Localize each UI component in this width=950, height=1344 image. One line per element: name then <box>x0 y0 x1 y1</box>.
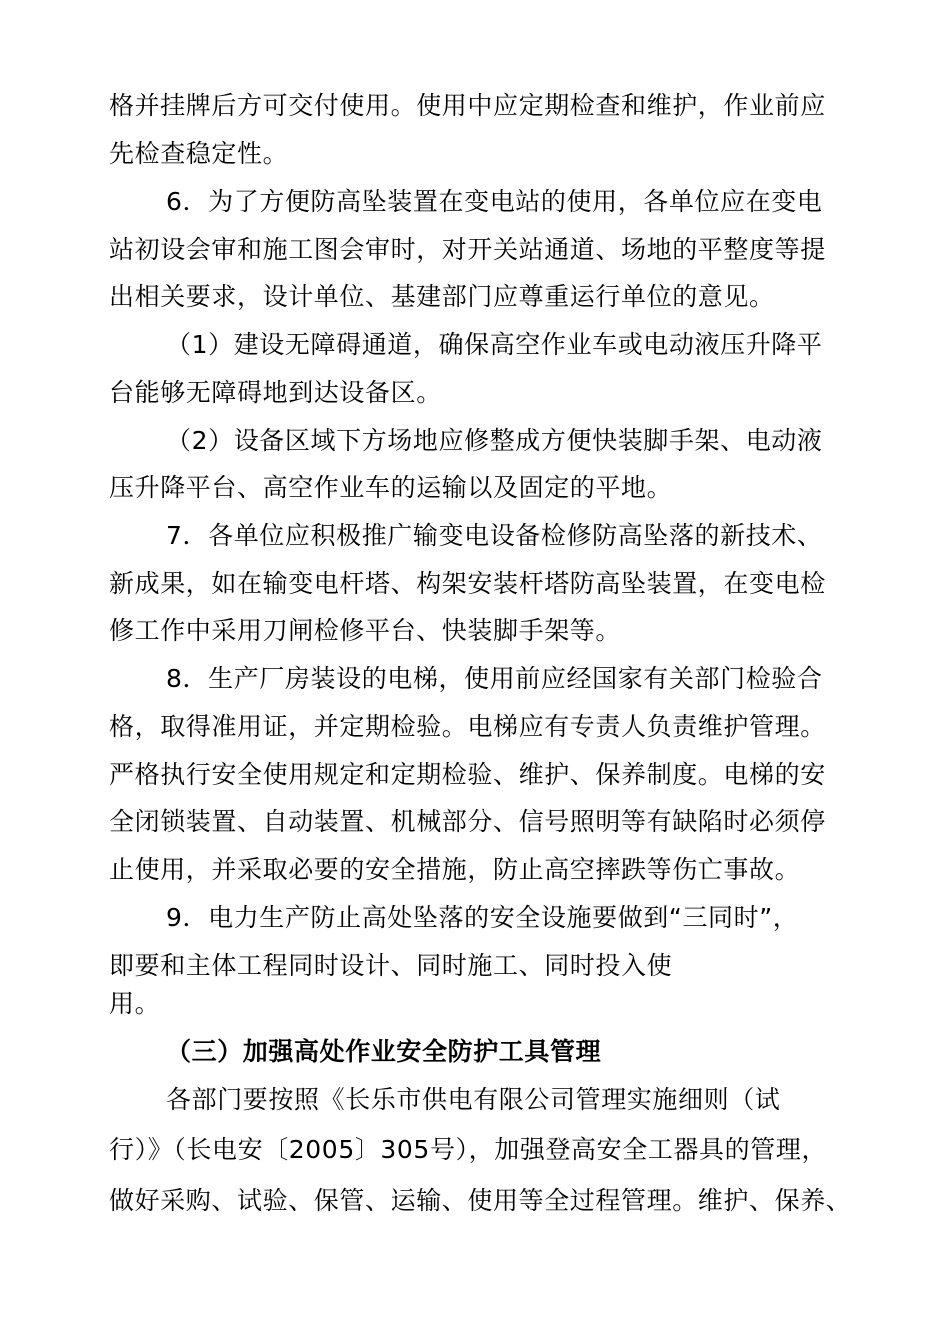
text-line: 做好采购、试验、保管、运输、使用等全过程管理。维护、保养、 <box>109 1186 852 1215</box>
text-line: （2）设备区域下方场地应修整成方便快装脚手架、电动液 <box>166 426 823 455</box>
text-line: 各部门要按照《长乐市供电有限公司管理实施细则（试 <box>166 1085 781 1114</box>
text-line: 新成果，如在输变电杆塔、构架安装杆塔防高坠装置，在变电检 <box>109 569 826 598</box>
text-line: 7．各单位应积极推广输变电设备检修防高坠落的新技术、 <box>166 521 823 550</box>
text-line: 即要和主体工程同时设计、同时施工、同时投入使 <box>109 951 673 980</box>
text-line: 6．为了方便防高坠装置在变电站的使用，各单位应在变电 <box>166 187 823 216</box>
text-line: 9．电力生产防止高处坠落的安全设施要做到“三同时”， <box>166 903 799 932</box>
text-line: 站初设会审和施工图会审时，对开关站通道、场地的平整度等提 <box>109 235 826 264</box>
text-line: 压升降平台、高空作业车的运输以及固定的平地。 <box>109 473 673 502</box>
text-line: 格，取得准用证，并定期检验。电梯应有专责人负责维护管理。 <box>109 712 826 741</box>
text-line: 严格执行安全使用规定和定期检验、维护、保养制度。电梯的安 <box>109 760 826 789</box>
text-line: 出相关要求，设计单位、基建部门应尊重运行单位的意见。 <box>109 282 775 311</box>
text-line: 8．生产厂房装设的电梯，使用前应经国家有关部门检验合 <box>166 664 823 693</box>
text-line: 止使用，并采取必要的安全措施，防止高空摔跌等伤亡事故。 <box>109 855 801 884</box>
text-line: （1）建设无障碍通道，确保高空作业车或电动液压升降平 <box>166 330 823 359</box>
text-line: 行）》（长电安〔2005〕305号），加强登高安全工器具的管理， <box>109 1135 828 1164</box>
text-line: 格并挂牌后方可交付使用。使用中应定期检查和维护，作业前应 <box>109 91 826 120</box>
text-line: 修工作中采用刀闸检修平台、快装脚手架等。 <box>109 616 622 645</box>
text-line: 台能够无障碍地到达设备区。 <box>109 378 442 407</box>
text-line: 用。 <box>109 989 161 1018</box>
text-line: 先检查稳定性。 <box>109 139 289 168</box>
text-line: 全闭锁装置、自动装置、机械部分、信号照明等有缺陷时必须停 <box>109 807 826 836</box>
section-heading: （三）加强高处作业安全防护工具管理 <box>166 1037 602 1066</box>
